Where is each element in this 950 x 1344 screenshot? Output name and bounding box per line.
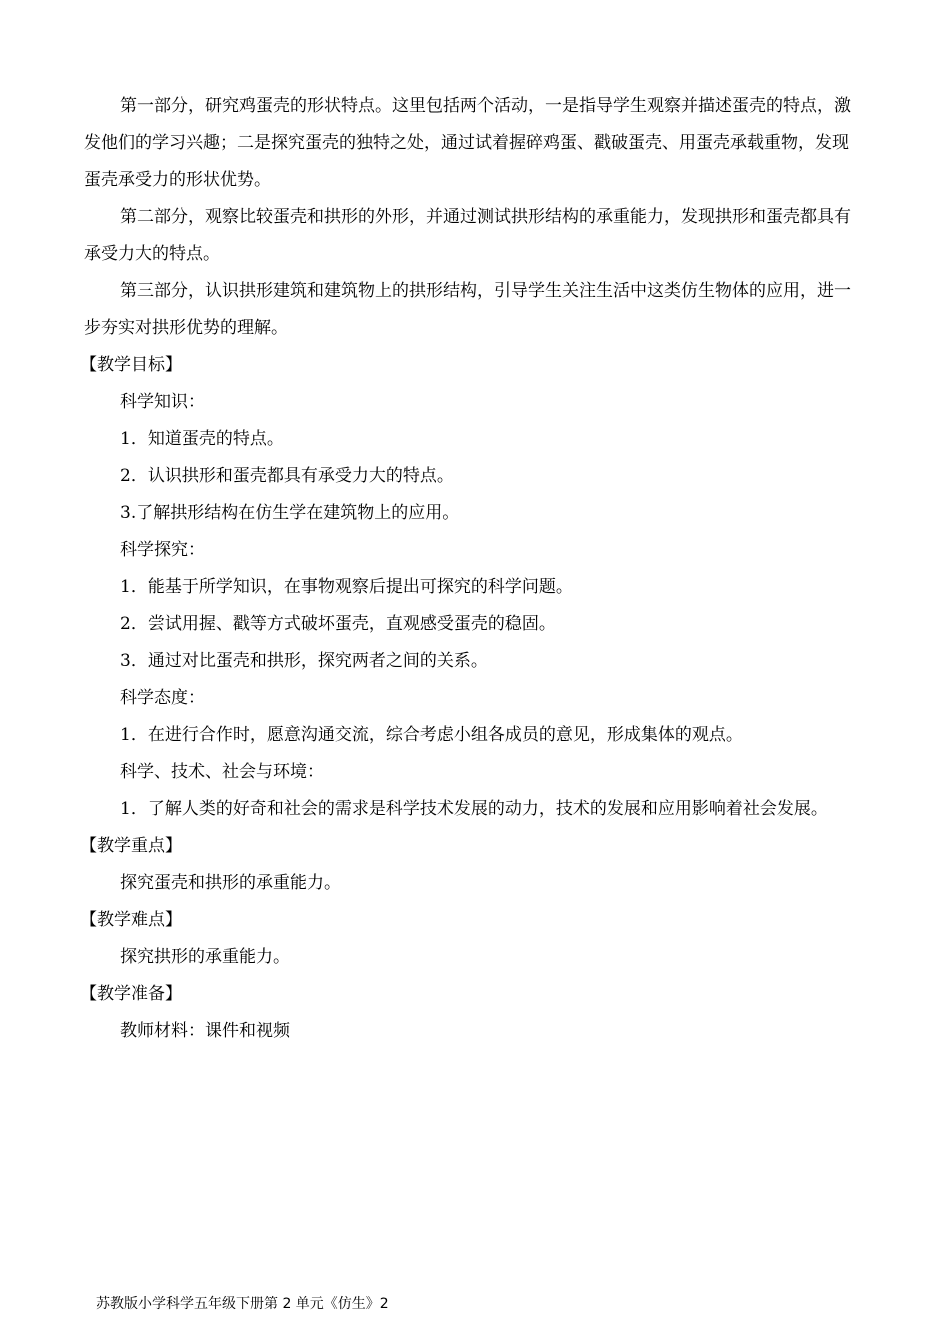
preparation-heading: 【教学准备】	[80, 984, 182, 1004]
preparation-text: 教师材料：课件和视频	[120, 1021, 290, 1041]
difficulty-text: 探究拱形的承重能力。	[120, 947, 290, 967]
inquiry-label: 科学探究：	[120, 540, 205, 560]
stse-item: 1．了解人类的好奇和社会的需求是科学技术发展的动力，技术的发展和应用影响着社会发展。	[120, 799, 828, 819]
stse-label: 科学、技术、社会与环境：	[120, 762, 324, 782]
knowledge-item: 1．知道蛋壳的特点。	[120, 429, 284, 449]
intro-part-3: 第三部分，认识拱形建筑和建筑物上的拱形结构，引导学生关注生活中这类仿生物体的应用，进一步夯实对拱形优势的理解。	[84, 281, 851, 338]
intro-part-2: 第二部分，观察比较蛋壳和拱形的外形，并通过测试拱形结构的承重能力，发现拱形和蛋壳都具有承受力大的特点。	[84, 207, 851, 264]
page-footer: 苏教版小学科学五年级下册第 2 单元《仿生》2	[96, 1296, 389, 1312]
inquiry-item: 2．尝试用握、戳等方式破坏蛋壳，直观感受蛋壳的稳固。	[120, 614, 556, 634]
inquiry-item: 1．能基于所学知识，在事物观察后提出可探究的科学问题。	[120, 577, 573, 597]
attitude-item: 1．在进行合作时，愿意沟通交流，综合考虑小组各成员的意见，形成集体的观点。	[120, 725, 743, 745]
intro-part-1: 第一部分，研究鸡蛋壳的形状特点。这里包括两个活动，一是指导学生观察并描述蛋壳的特点，激发他们的学习兴趣；二是探究蛋壳的独特之处，通过试着握碎鸡蛋、戳破蛋壳、用蛋壳承载重物，发现蛋壳承受力的形状优势。	[84, 96, 851, 190]
key-point-heading: 【教学重点】	[80, 836, 182, 856]
document-body	[80, 88, 864, 1050]
difficulty-heading: 【教学难点】	[80, 910, 182, 930]
knowledge-label: 科学知识：	[120, 392, 205, 412]
knowledge-item: 2．认识拱形和蛋壳都具有承受力大的特点。	[120, 466, 454, 486]
key-point-text: 探究蛋壳和拱形的承重能力。	[120, 873, 341, 893]
knowledge-item: 3.了解拱形结构在仿生学在建筑物上的应用。	[120, 503, 460, 523]
objectives-heading: 【教学目标】	[80, 355, 182, 375]
attitude-label: 科学态度：	[120, 688, 205, 708]
inquiry-item: 3．通过对比蛋壳和拱形，探究两者之间的关系。	[120, 651, 488, 671]
